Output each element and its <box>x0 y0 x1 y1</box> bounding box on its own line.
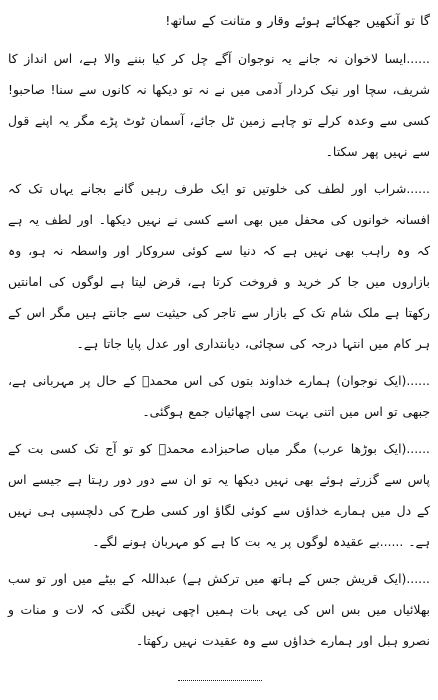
paragraph: ......ایسا لاخوان نہ جانے یہ نوجوان آگے چل کر کیا بننے والا ہے، اس انداز کا شریف، سچا اور نیک کردار آدمی میں نے نہ تو دیکھا نہ کانوں سے سنا! صاحبو! کسی سے وعدہ کرلے تو چاہے زمین ٹل جائے، آسمان ٹوٹ پڑے مگر یہ اپنے قول سے نہیں پھر سکتا۔ <box>8 51 430 159</box>
paragraph: گا تو آنکھیں جھکائے ہوئے وقار و متانت کے ساتھ! <box>165 14 430 29</box>
section-separator <box>178 680 262 681</box>
paragraph: ......شراب اور لطف کی خلوتیں تو ایک طرف رہیں گانے بجانے یہاں تک کہ افسانہ خوانوں کی محفل میں بھی اسے کسی نے نہیں دیکھا۔ اور لطف یہ ہے کہ وہ راہب بھی نہیں ہے کہ دنیا سے کوئی سروکار اور واسطہ نہ ہو، وہ بازاروں میں جا کر خرید و فروخت کرتا ہے، قرض لیتا ہے لوگوں کی امانتیں رکھتا ہے ملک شام تک کے بازار سے تاجر کی حیثیت سے جانتے ہیں مگر اس کے ہر کام میں انتہا درجہ کی سچائی، دیانتداری اور عدل پایا جاتا ہے۔ <box>8 181 430 351</box>
paragraph: ......(ایک نوجوان) ہمارے خداوند بتوں کی اس محمدؐ کے حال پر مہربانی ہے، جبھی تو اس میں اتنی بہت سی اچھائیاں جمع ہوگئی۔ <box>8 373 430 419</box>
paragraph: ......(ایک بوڑھا عرب) مگر میاں صاحبزادے محمدؐ کو تو آج تک کسی بت کے پاس سے گزرتے ہوئے بھی نہیں دیکھا یہ تو ان سے دور دور رہتا ہے جیسے اس کے دل میں ہمارے خداؤں سے کوئی لگاؤ اور کسی طرح کی دلچسپی ہی نہیں ہے۔ ......بے عقیدہ لوگوں پر یہ بت کا ہے کو مہربان ہونے لگے۔ <box>8 441 430 549</box>
paragraph: ......(ایک قریش جس کے ہاتھ میں ترکش ہے) عبداللہ کے بیٹے میں اور تو سب بھلائیاں میں بس اس کی یہی بات ہمیں اچھی نہیں لگتی کہ لات و منات و نصرو ہبل اور ہمارے خداؤں سے وہ عقیدت نہیں رکھتا۔ <box>8 571 430 648</box>
page-text-block <box>8 6 430 662</box>
